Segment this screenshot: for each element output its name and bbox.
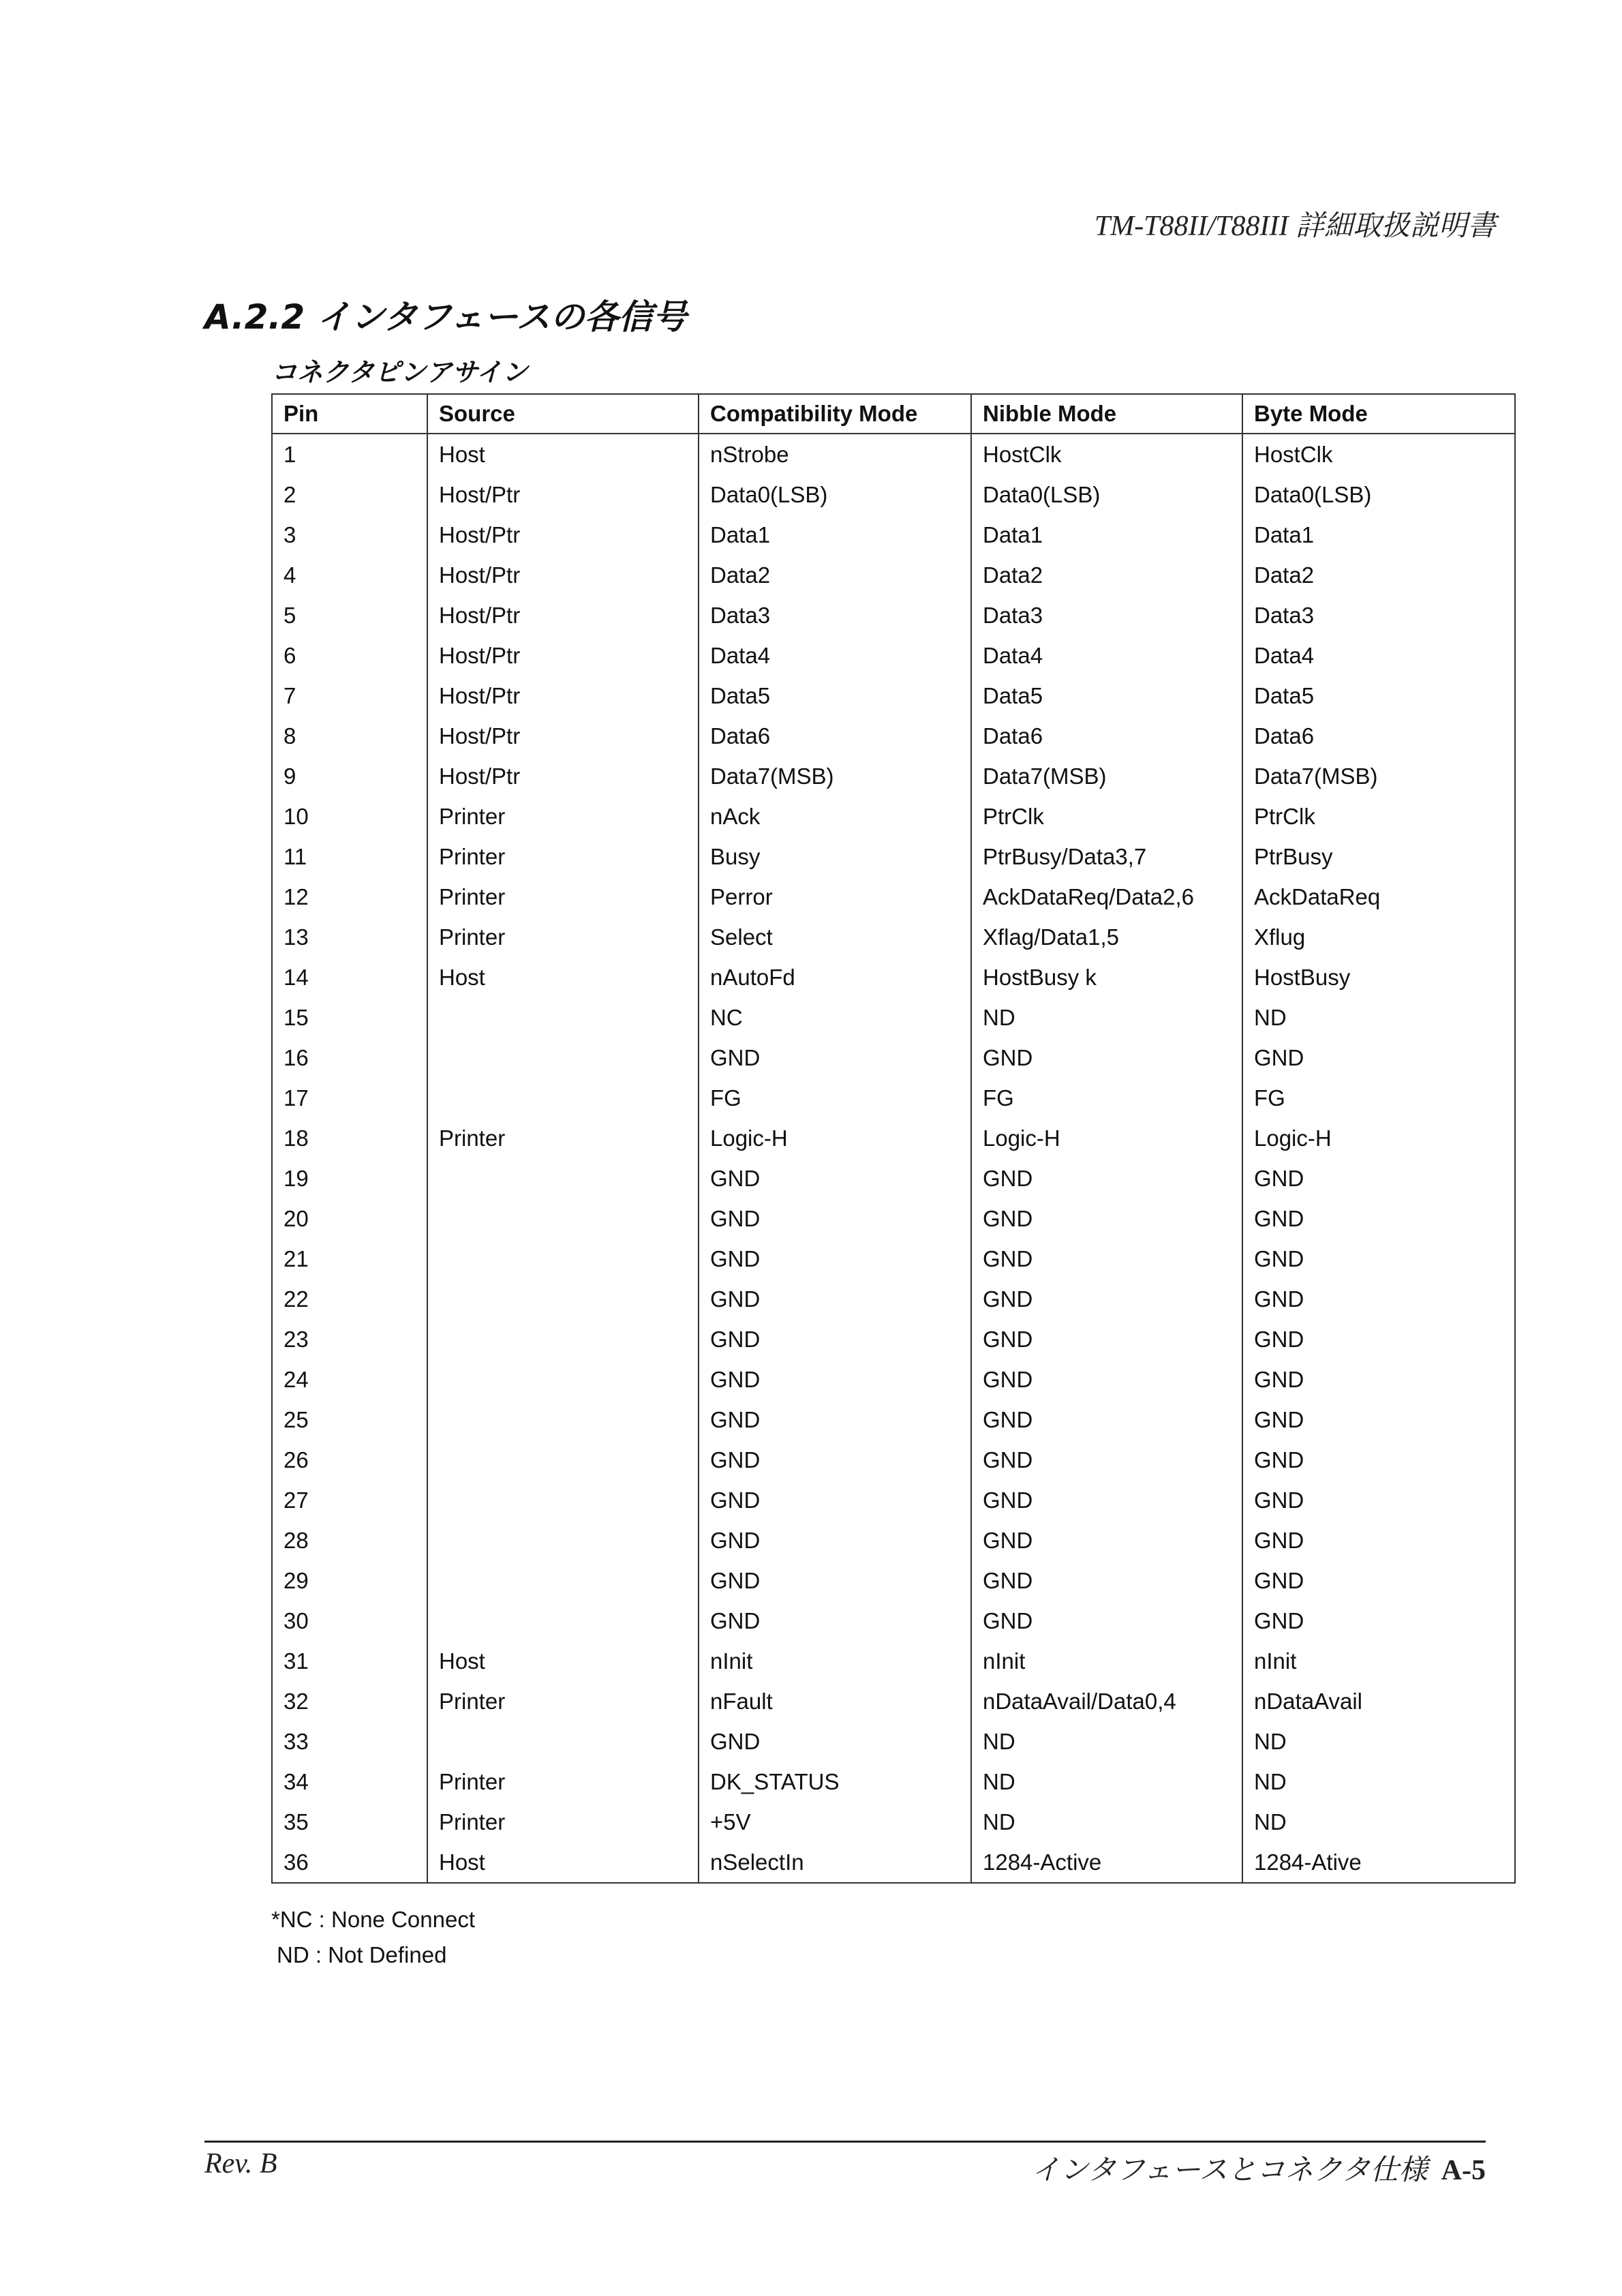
cell-byte-mode: GND — [1242, 1560, 1515, 1601]
table-row — [272, 1319, 1515, 1359]
cell-pin: 31 — [272, 1641, 427, 1681]
footer-revision: Rev. B — [204, 2148, 277, 2179]
cell-nibble-mode: 1284-Active — [971, 1842, 1242, 1883]
cell-nibble-mode: Data7(MSB) — [971, 756, 1242, 796]
cell-pin: 33 — [272, 1721, 427, 1762]
column-header-source: Source — [427, 394, 699, 434]
cell-source: Host/Ptr — [427, 716, 699, 756]
table-notes — [271, 1902, 475, 1973]
note-nd: ND : Not Defined — [277, 1942, 447, 1967]
cell-compatibility-mode: +5V — [699, 1802, 971, 1842]
cell-nibble-mode: GND — [971, 1359, 1242, 1400]
cell-source — [427, 1440, 699, 1480]
cell-compatibility-mode: DK_STATUS — [699, 1762, 971, 1802]
cell-pin: 34 — [272, 1762, 427, 1802]
cell-source: Printer — [427, 1802, 699, 1842]
table-row — [272, 474, 1515, 515]
cell-nibble-mode: GND — [971, 1239, 1242, 1279]
cell-pin: 16 — [272, 1038, 427, 1078]
cell-pin: 28 — [272, 1520, 427, 1560]
cell-nibble-mode: Data4 — [971, 635, 1242, 676]
footer-divider — [204, 2141, 1486, 2143]
cell-byte-mode: GND — [1242, 1601, 1515, 1641]
table-row — [272, 756, 1515, 796]
cell-nibble-mode: ND — [971, 1721, 1242, 1762]
cell-nibble-mode: GND — [971, 1520, 1242, 1560]
cell-compatibility-mode: Data6 — [699, 716, 971, 756]
table-row — [272, 796, 1515, 836]
cell-byte-mode: GND — [1242, 1520, 1515, 1560]
cell-byte-mode: ND — [1242, 1762, 1515, 1802]
cell-compatibility-mode: GND — [699, 1560, 971, 1601]
cell-byte-mode: Data2 — [1242, 555, 1515, 595]
cell-pin: 3 — [272, 515, 427, 555]
cell-pin: 17 — [272, 1078, 427, 1118]
table-row — [272, 1480, 1515, 1520]
cell-pin: 9 — [272, 756, 427, 796]
cell-nibble-mode: HostClk — [971, 434, 1242, 474]
cell-nibble-mode: Data6 — [971, 716, 1242, 756]
cell-source: Printer — [427, 1681, 699, 1721]
cell-source — [427, 1721, 699, 1762]
table-row — [272, 1641, 1515, 1681]
table-row — [272, 555, 1515, 595]
cell-source: Host — [427, 1842, 699, 1883]
cell-source: Host — [427, 957, 699, 997]
cell-pin: 24 — [272, 1359, 427, 1400]
table-row — [272, 1359, 1515, 1400]
cell-pin: 10 — [272, 796, 427, 836]
table-row — [272, 1802, 1515, 1842]
table-row — [272, 676, 1515, 716]
cell-compatibility-mode: NC — [699, 997, 971, 1038]
cell-byte-mode: GND — [1242, 1239, 1515, 1279]
cell-compatibility-mode: Data2 — [699, 555, 971, 595]
cell-byte-mode: GND — [1242, 1158, 1515, 1198]
cell-byte-mode: GND — [1242, 1038, 1515, 1078]
cell-compatibility-mode: nAutoFd — [699, 957, 971, 997]
cell-nibble-mode: Data2 — [971, 555, 1242, 595]
cell-pin: 21 — [272, 1239, 427, 1279]
table-row — [272, 1721, 1515, 1762]
cell-byte-mode: GND — [1242, 1440, 1515, 1480]
cell-compatibility-mode: FG — [699, 1078, 971, 1118]
cell-byte-mode: HostBusy — [1242, 957, 1515, 997]
section-title: A.2.2 インタフェースの各信号 — [204, 297, 687, 337]
table-row — [272, 515, 1515, 555]
cell-source: Host/Ptr — [427, 595, 699, 635]
cell-byte-mode: 1284-Ative — [1242, 1842, 1515, 1883]
table-body — [272, 434, 1515, 1883]
cell-compatibility-mode: GND — [699, 1158, 971, 1198]
cell-pin: 36 — [272, 1842, 427, 1883]
cell-nibble-mode: AckDataReq/Data2,6 — [971, 877, 1242, 917]
cell-byte-mode: PtrBusy — [1242, 836, 1515, 877]
table-row — [272, 1762, 1515, 1802]
cell-nibble-mode: nDataAvail/Data0,4 — [971, 1681, 1242, 1721]
cell-compatibility-mode: GND — [699, 1279, 971, 1319]
table-row — [272, 917, 1515, 957]
table-row — [272, 1400, 1515, 1440]
cell-nibble-mode: HostBusy k — [971, 957, 1242, 997]
cell-pin: 14 — [272, 957, 427, 997]
cell-byte-mode: GND — [1242, 1359, 1515, 1400]
cell-byte-mode: Data0(LSB) — [1242, 474, 1515, 515]
cell-byte-mode: Data1 — [1242, 515, 1515, 555]
cell-source: Host/Ptr — [427, 635, 699, 676]
cell-byte-mode: HostClk — [1242, 434, 1515, 474]
cell-byte-mode: ND — [1242, 1802, 1515, 1842]
cell-nibble-mode: Data1 — [971, 515, 1242, 555]
table-row — [272, 957, 1515, 997]
cell-compatibility-mode: GND — [699, 1319, 971, 1359]
cell-compatibility-mode: Data5 — [699, 676, 971, 716]
table-row — [272, 716, 1515, 756]
cell-compatibility-mode: Busy — [699, 836, 971, 877]
cell-byte-mode: Data7(MSB) — [1242, 756, 1515, 796]
cell-compatibility-mode: GND — [699, 1038, 971, 1078]
cell-nibble-mode: ND — [971, 1762, 1242, 1802]
cell-compatibility-mode: GND — [699, 1721, 971, 1762]
footer-chapter-title: インタフェースとコネクタ仕様 — [1031, 2155, 1428, 2186]
table-row — [272, 434, 1515, 474]
cell-source — [427, 1158, 699, 1198]
cell-compatibility-mode: Data4 — [699, 635, 971, 676]
cell-byte-mode: nDataAvail — [1242, 1681, 1515, 1721]
cell-nibble-mode: Logic-H — [971, 1118, 1242, 1158]
cell-pin: 12 — [272, 877, 427, 917]
cell-nibble-mode: GND — [971, 1480, 1242, 1520]
cell-source — [427, 1480, 699, 1520]
cell-byte-mode: ND — [1242, 997, 1515, 1038]
footer-chapter — [1031, 2147, 1486, 2188]
table-row — [272, 1681, 1515, 1721]
cell-source — [427, 1038, 699, 1078]
cell-compatibility-mode: nAck — [699, 796, 971, 836]
cell-compatibility-mode: Data3 — [699, 595, 971, 635]
cell-nibble-mode: nInit — [971, 1641, 1242, 1681]
cell-source: Host/Ptr — [427, 474, 699, 515]
cell-nibble-mode: ND — [971, 997, 1242, 1038]
table-row — [272, 1198, 1515, 1239]
cell-source: Host/Ptr — [427, 515, 699, 555]
cell-source: Printer — [427, 836, 699, 877]
cell-source: Printer — [427, 877, 699, 917]
cell-byte-mode: GND — [1242, 1319, 1515, 1359]
cell-compatibility-mode: Perror — [699, 877, 971, 917]
page-number: A-5 — [1441, 2155, 1486, 2186]
cell-compatibility-mode: GND — [699, 1480, 971, 1520]
document-header: TM-T88II/T88III 詳細取扱説明書 — [1094, 211, 1496, 242]
cell-compatibility-mode: GND — [699, 1400, 971, 1440]
column-header-byte-mode: Byte Mode — [1242, 394, 1515, 434]
cell-byte-mode: AckDataReq — [1242, 877, 1515, 917]
column-header-pin: Pin — [272, 394, 427, 434]
pin-assignment-table — [271, 393, 1516, 1884]
table-row — [272, 1078, 1515, 1118]
table-row — [272, 1118, 1515, 1158]
cell-source: Printer — [427, 1118, 699, 1158]
cell-source — [427, 1560, 699, 1601]
cell-source: Host/Ptr — [427, 555, 699, 595]
cell-nibble-mode: GND — [971, 1279, 1242, 1319]
cell-byte-mode: GND — [1242, 1198, 1515, 1239]
cell-source: Printer — [427, 917, 699, 957]
cell-source — [427, 1279, 699, 1319]
cell-source: Printer — [427, 796, 699, 836]
table-row — [272, 1560, 1515, 1601]
cell-nibble-mode: Xflag/Data1,5 — [971, 917, 1242, 957]
cell-pin: 27 — [272, 1480, 427, 1520]
cell-byte-mode: Data6 — [1242, 716, 1515, 756]
table-row — [272, 836, 1515, 877]
cell-nibble-mode: GND — [971, 1198, 1242, 1239]
cell-compatibility-mode: GND — [699, 1198, 971, 1239]
cell-compatibility-mode: Data7(MSB) — [699, 756, 971, 796]
cell-source: Host/Ptr — [427, 756, 699, 796]
table-header-row — [272, 394, 1515, 434]
cell-nibble-mode: GND — [971, 1319, 1242, 1359]
cell-compatibility-mode: GND — [699, 1440, 971, 1480]
cell-source: Host — [427, 1641, 699, 1681]
cell-nibble-mode: GND — [971, 1601, 1242, 1641]
table-row — [272, 1601, 1515, 1641]
cell-source — [427, 1078, 699, 1118]
cell-byte-mode: GND — [1242, 1480, 1515, 1520]
cell-nibble-mode: ND — [971, 1802, 1242, 1842]
table-row — [272, 997, 1515, 1038]
cell-nibble-mode: Data3 — [971, 595, 1242, 635]
cell-byte-mode: GND — [1242, 1400, 1515, 1440]
cell-source — [427, 1239, 699, 1279]
cell-pin: 22 — [272, 1279, 427, 1319]
cell-pin: 5 — [272, 595, 427, 635]
cell-nibble-mode: GND — [971, 1400, 1242, 1440]
table-row — [272, 635, 1515, 676]
table-row — [272, 1440, 1515, 1480]
cell-nibble-mode: Data5 — [971, 676, 1242, 716]
cell-pin: 13 — [272, 917, 427, 957]
cell-compatibility-mode: nInit — [699, 1641, 971, 1681]
cell-byte-mode: Xflug — [1242, 917, 1515, 957]
cell-pin: 19 — [272, 1158, 427, 1198]
cell-byte-mode: PtrClk — [1242, 796, 1515, 836]
cell-pin: 8 — [272, 716, 427, 756]
cell-pin: 2 — [272, 474, 427, 515]
cell-nibble-mode: Data0(LSB) — [971, 474, 1242, 515]
cell-byte-mode: Data4 — [1242, 635, 1515, 676]
cell-compatibility-mode: Logic-H — [699, 1118, 971, 1158]
cell-source — [427, 997, 699, 1038]
cell-nibble-mode: FG — [971, 1078, 1242, 1118]
cell-compatibility-mode: Data0(LSB) — [699, 474, 971, 515]
table-row — [272, 1239, 1515, 1279]
cell-pin: 23 — [272, 1319, 427, 1359]
cell-source — [427, 1601, 699, 1641]
table-row — [272, 1158, 1515, 1198]
cell-pin: 35 — [272, 1802, 427, 1842]
cell-byte-mode: GND — [1242, 1279, 1515, 1319]
cell-compatibility-mode: GND — [699, 1359, 971, 1400]
cell-compatibility-mode: Select — [699, 917, 971, 957]
cell-source: Host — [427, 434, 699, 474]
cell-source — [427, 1520, 699, 1560]
cell-pin: 18 — [272, 1118, 427, 1158]
cell-pin: 11 — [272, 836, 427, 877]
cell-byte-mode: Logic-H — [1242, 1118, 1515, 1158]
column-header-compatibility-mode: Compatibility Mode — [699, 394, 971, 434]
cell-nibble-mode: GND — [971, 1440, 1242, 1480]
cell-nibble-mode: GND — [971, 1560, 1242, 1601]
cell-pin: 30 — [272, 1601, 427, 1641]
cell-byte-mode: ND — [1242, 1721, 1515, 1762]
cell-source — [427, 1400, 699, 1440]
cell-nibble-mode: GND — [971, 1158, 1242, 1198]
cell-compatibility-mode: nStrobe — [699, 434, 971, 474]
table-caption: コネクタピンアサイン — [271, 357, 528, 387]
cell-pin: 32 — [272, 1681, 427, 1721]
table-row — [272, 1038, 1515, 1078]
cell-source — [427, 1319, 699, 1359]
cell-pin: 25 — [272, 1400, 427, 1440]
cell-pin: 4 — [272, 555, 427, 595]
table-row — [272, 1520, 1515, 1560]
cell-byte-mode: FG — [1242, 1078, 1515, 1118]
cell-pin: 1 — [272, 434, 427, 474]
cell-pin: 7 — [272, 676, 427, 716]
cell-source — [427, 1198, 699, 1239]
cell-source: Printer — [427, 1762, 699, 1802]
cell-pin: 20 — [272, 1198, 427, 1239]
cell-compatibility-mode: GND — [699, 1239, 971, 1279]
cell-compatibility-mode: nSelectIn — [699, 1842, 971, 1883]
cell-nibble-mode: PtrBusy/Data3,7 — [971, 836, 1242, 877]
cell-compatibility-mode: GND — [699, 1520, 971, 1560]
cell-source: Host/Ptr — [427, 676, 699, 716]
table-row — [272, 877, 1515, 917]
cell-compatibility-mode: nFault — [699, 1681, 971, 1721]
cell-pin: 15 — [272, 997, 427, 1038]
cell-byte-mode: nInit — [1242, 1641, 1515, 1681]
cell-byte-mode: Data5 — [1242, 676, 1515, 716]
table-row — [272, 1279, 1515, 1319]
cell-pin: 6 — [272, 635, 427, 676]
table-row — [272, 595, 1515, 635]
cell-compatibility-mode: GND — [699, 1601, 971, 1641]
column-header-nibble-mode: Nibble Mode — [971, 394, 1242, 434]
cell-byte-mode: Data3 — [1242, 595, 1515, 635]
cell-nibble-mode: GND — [971, 1038, 1242, 1078]
cell-nibble-mode: PtrClk — [971, 796, 1242, 836]
cell-compatibility-mode: Data1 — [699, 515, 971, 555]
cell-source — [427, 1359, 699, 1400]
cell-pin: 26 — [272, 1440, 427, 1480]
cell-pin: 29 — [272, 1560, 427, 1601]
note-nc: *NC : None Connect — [271, 1907, 475, 1932]
table-row — [272, 1842, 1515, 1883]
